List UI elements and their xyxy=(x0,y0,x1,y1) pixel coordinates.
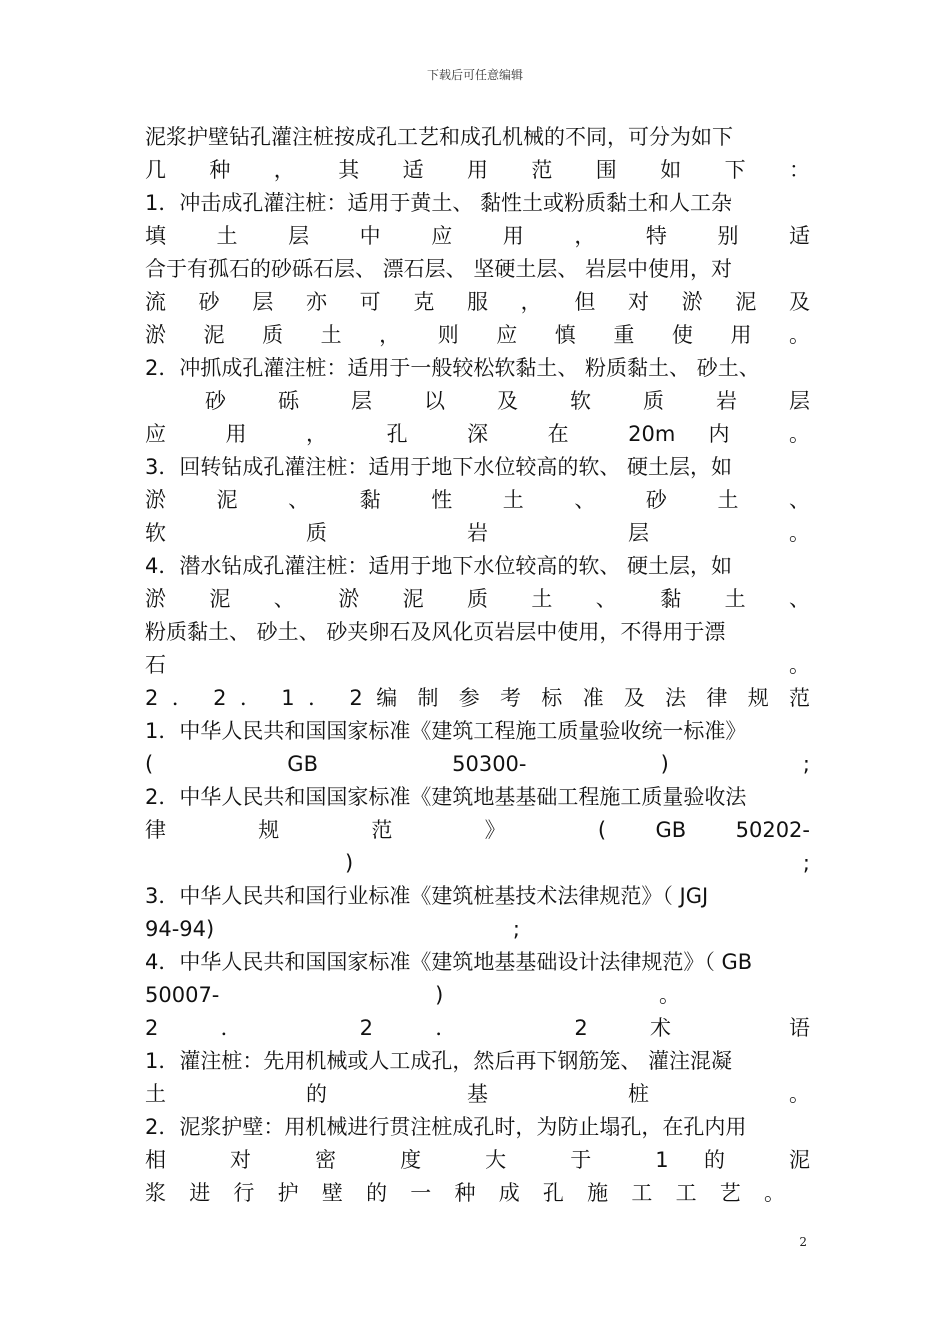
page-number: 2 xyxy=(799,1235,807,1249)
text-line: 泥浆护壁钻孔灌注桩按成孔工艺和成孔机械的不同，可分为如下 xyxy=(145,125,733,149)
text-line: 土 的 基 桩 。 xyxy=(145,1082,810,1106)
text-line: 淤 泥 、 淤 泥 质 土 、 黏 土 、 xyxy=(145,587,810,611)
text-line: 1．灌注桩：先用机械或人工成孔，然后再下钢筋笼、 灌注混凝 xyxy=(145,1049,733,1073)
text-line: 淤 泥 质 土 ， 则 应 慎 重 使 用 。 xyxy=(145,323,810,347)
text-line: 4．中华人民共和国国家标准《建筑地基基础设计法律规范》（ GB xyxy=(145,950,753,974)
text-line: 50007- ) 。 xyxy=(145,983,680,1007)
text-line: 应 用 ， 孔 深 在 20m 内 。 xyxy=(145,422,810,446)
text-line: 2．泥浆护壁：用机械进行贯注桩成孔时，为防止塌孔，在孔内用 xyxy=(145,1115,747,1139)
text-line: ) ; xyxy=(345,851,810,875)
text-line: ( GB 50300- ) ; xyxy=(145,752,810,776)
text-line: 软 质 岩 层 。 xyxy=(145,521,810,545)
text-line: 浆 进 行 护 壁 的 一 种 成 孔 施 工 工 艺 。 xyxy=(145,1181,785,1205)
text-line: 3．回转钻成孔灌注桩：适用于地下水位较高的软、 硬土层，如 xyxy=(145,455,733,479)
text-line: 砂 砾 层 以 及 软 质 岩 层 xyxy=(205,389,810,413)
text-line: 石 。 xyxy=(145,653,810,677)
document-body xyxy=(145,121,810,1210)
text-line: 几 种 ， 其 适 用 范 围 如 下 ： xyxy=(145,158,810,182)
text-line: 相 对 密 度 大 于 1 的 泥 xyxy=(145,1148,810,1172)
text-line: 合于有孤石的砂砾石层、 漂石层、 坚硬土层、 岩层中使用，对 xyxy=(145,257,733,281)
text-line: 1．冲击成孔灌注桩：适用于黄土、 黏性土或粉质黏土和人工杂 xyxy=(145,191,733,215)
text-line: 2．冲抓成孔灌注桩：适用于一般较松软黏土、 粉质黏土、 砂土、 xyxy=(145,356,760,380)
text-line: 2．中华人民共和国国家标准《建筑地基基础工程施工质量验收法 xyxy=(145,785,747,809)
text-line: 4．潜水钻成孔灌注桩：适用于地下水位较高的软、 硬土层，如 xyxy=(145,554,733,578)
text-line: 粉质黏土、 砂土、 砂夹卵石及风化页岩层中使用，不得用于漂 xyxy=(145,620,726,644)
text-line: 2 ． 2 ． 1 ． 2 编 制 参 考 标 准 及 法 律 规 范 xyxy=(145,686,810,710)
text-line: 1．中华人民共和国国家标准《建筑工程施工质量验收统一标准》 xyxy=(145,719,747,743)
text-line: 淤 泥 、 黏 性 土 、 砂 土 、 xyxy=(145,488,810,512)
text-line: 3．中华人民共和国行业标准《建筑桩基技术法律规范》（ JGJ xyxy=(145,884,709,908)
text-line: 94-94) ; xyxy=(145,917,520,941)
page-header: 下载后可任意编辑 xyxy=(426,68,523,82)
text-line: 律 规 范 》 ( GB 50202- xyxy=(145,818,810,842)
text-line: 填 土 层 中 应 用 ， 特 别 适 xyxy=(145,224,810,248)
text-line: 流 砂 层 亦 可 克 服 ， 但 对 淤 泥 及 xyxy=(145,290,810,314)
text-line: 2 ． 2 ． 2 术 语 xyxy=(145,1016,810,1040)
